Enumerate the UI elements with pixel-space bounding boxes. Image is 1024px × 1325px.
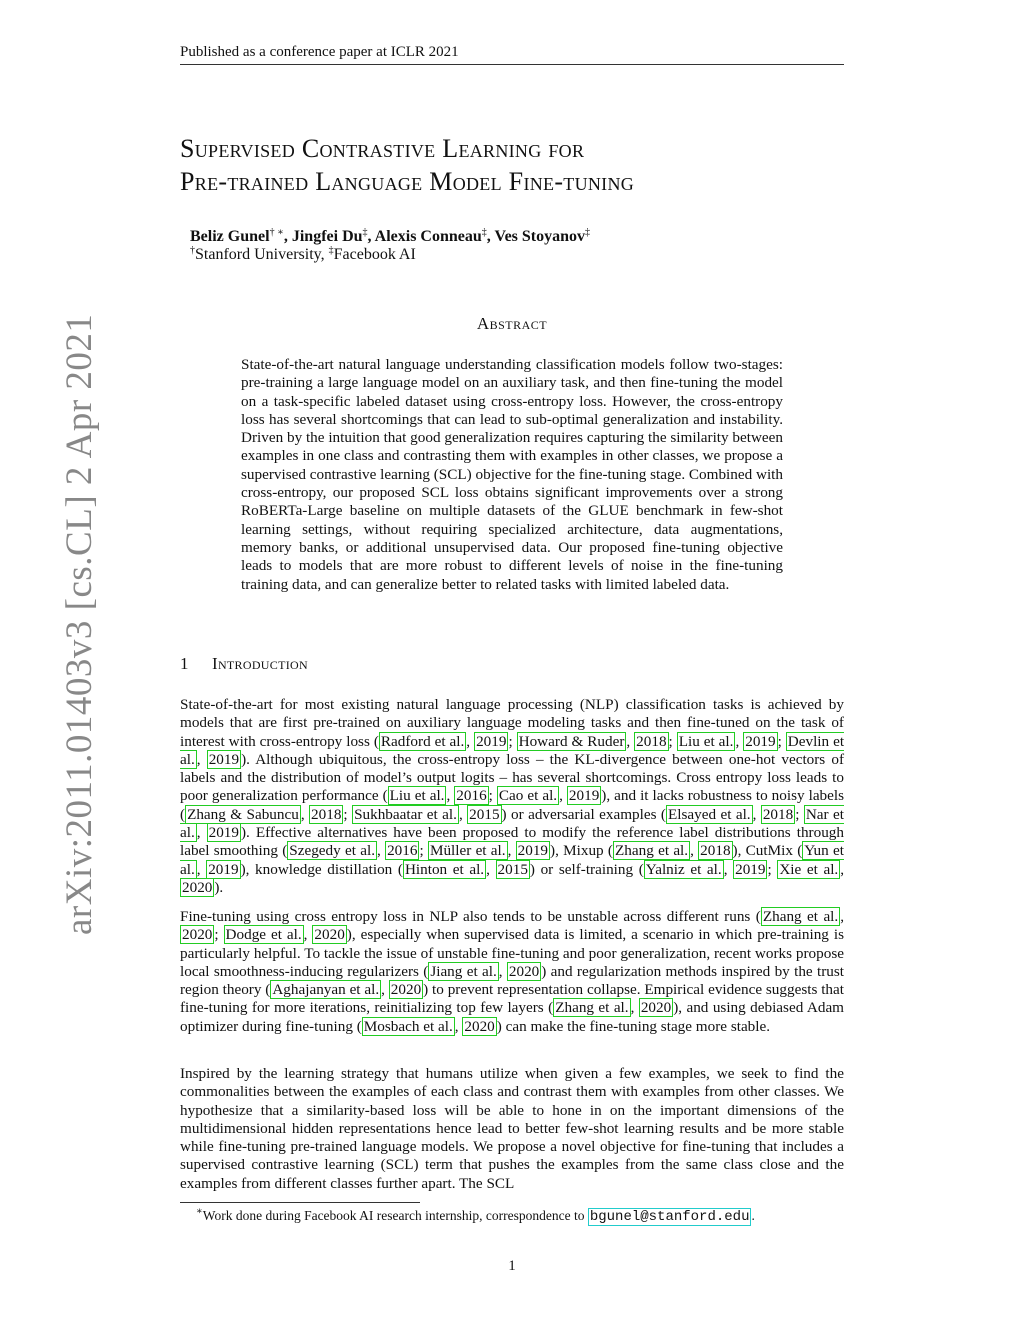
- text-run: ,: [196, 860, 207, 878]
- citation-link[interactable]: Howard & Ruder: [518, 732, 625, 750]
- text-run: ,: [377, 842, 386, 860]
- author-list: [190, 228, 590, 246]
- text-run: ), and using debiased Adam optimizer during fine-tuning (: [180, 999, 844, 1035]
- citation-link[interactable]: 2020: [182, 878, 213, 896]
- text-run: ). Although ubiquitous, the cross-entropy loss – the KL-divergence between one-hot vectors of labels and the distribution of model’s output logits – has several shortcomings. Cross entropy loss leads to poor generalization performance (: [180, 750, 844, 805]
- citation-link[interactable]: Jiang et al.: [430, 962, 497, 980]
- text-run: ,: [300, 805, 310, 823]
- citation-link[interactable]: 2018: [636, 732, 667, 750]
- affiliations: [190, 246, 416, 264]
- text-run: ;: [419, 842, 428, 860]
- text-run: ;: [767, 860, 778, 878]
- text-run: ), especially when supervised data is limited, a scenario in which pre-training is particularly helpful. To tackle the issue of unstable fine-tuning and poor generalization, recent works propose local smoothness-inducing regularizers (: [180, 926, 844, 980]
- citation-link[interactable]: 2015: [497, 860, 528, 878]
- text-run: ;: [488, 787, 497, 805]
- affil-facebook: Facebook AI: [333, 246, 416, 263]
- citation-link[interactable]: Cao et al.: [498, 787, 558, 805]
- citation-link[interactable]: Mosbach et al.: [363, 1017, 453, 1035]
- citation-link[interactable]: 2019: [208, 750, 240, 768]
- abstract-heading: Abstract: [476, 314, 548, 333]
- text-run: ,: [559, 787, 567, 805]
- text-run: ;: [777, 732, 786, 750]
- citation-link[interactable]: Radford et al.: [380, 732, 465, 750]
- text-run: ,: [626, 732, 635, 750]
- citation-link[interactable]: 2020: [640, 999, 672, 1017]
- citation-link[interactable]: 2020: [314, 926, 345, 944]
- paper-title: [180, 132, 844, 198]
- citation-link[interactable]: 2019: [517, 842, 549, 860]
- intro-paragraph-2: [180, 908, 844, 1036]
- author-mark: † ∗: [269, 227, 284, 238]
- title-line-2: Pre-trained Language Model Fine-tuning: [180, 167, 635, 196]
- text-run: ,: [381, 981, 389, 999]
- citation-link[interactable]: 2016: [387, 842, 418, 860]
- running-header: Published as a conference paper at ICLR 2021: [180, 44, 459, 60]
- affil-mark: †: [190, 245, 195, 256]
- text-run: ) can make the fine-tuning stage more stable.: [496, 1017, 771, 1035]
- text-run: ,: [507, 842, 516, 860]
- citation-link[interactable]: Elsayed et al.: [667, 805, 751, 823]
- footnote-text: Work done during Facebook AI research internship, correspondence to: [202, 1208, 588, 1223]
- citation-link[interactable]: 2015: [469, 805, 500, 823]
- citation-link[interactable]: 2020: [464, 1017, 495, 1035]
- text-run: ), knowledge distillation (: [240, 860, 403, 878]
- citation-link[interactable]: Zhang & Sabuncu: [187, 805, 299, 823]
- citation-link[interactable]: Zhang et al.: [762, 908, 839, 925]
- section-number: 1: [180, 654, 189, 673]
- citation-link[interactable]: Dodge et al.: [225, 926, 302, 944]
- text-run: ,: [466, 732, 475, 750]
- author-mark: ‡: [585, 227, 591, 238]
- citation-link[interactable]: Szegedy et al.: [289, 842, 375, 860]
- text-run: Fine-tuning using cross entropy loss in NLP also tends to be unstable across different runs (: [180, 908, 761, 925]
- text-run: ,: [630, 999, 639, 1017]
- email-link[interactable]: bgunel@stanford.edu: [589, 1209, 750, 1225]
- author-name: , Jingfei Du: [283, 228, 363, 245]
- author-mark: ‡: [481, 227, 487, 238]
- text-run: ,: [446, 787, 455, 805]
- text-run: ) or self-training (: [529, 860, 644, 878]
- text-run: ,: [735, 732, 744, 750]
- citation-link[interactable]: 2018: [762, 805, 794, 823]
- text-run: ,: [196, 750, 207, 768]
- citation-link[interactable]: Xie et al.: [779, 860, 839, 878]
- text-run: State-of-the-art for most existing natural language processing (NLP) classification tasks is achieved by models that are first pre-trained on auxiliary language modeling tasks and then fine-tuned on the task of interest with cross-entropy loss (: [180, 696, 844, 750]
- citation-link[interactable]: 2019: [568, 787, 600, 805]
- citation-link[interactable]: 2020: [508, 962, 540, 980]
- citation-link[interactable]: 2020: [182, 926, 213, 944]
- abstract-text: State-of-the-art natural language understanding classification models follow two-stages: pre-training a large language model on an auxiliary task, and then fine-tuning the model on a task-specific labeled dataset using cross-entropy loss. However, the cross-entropy loss has several shortcomings that can lead to sub-optimal generalization and instability. Driven by the intuition that good generalization requires capturing the similarity between examples in one class and contrasting them with examples in other classes, we propose a supervised contrastive learning (SCL) objective for the fine-tuning stage. Combined with cross-entropy, our proposed SCL loss obtains significant improvements over a strong RoBERTa-Large baseline on multiple datasets of the GLUE benchmark in few-shot learning settings, without requiring specialized architecture, data augmentations, memory banks, or additional unsupervised data. Our proposed fine-tuning objective leads to models that are more robust to different levels of noise in the fine-tuning training data, and can generalize better to related tasks with limited labeled data.: [241, 356, 783, 593]
- citation-link[interactable]: 2019: [476, 732, 507, 750]
- text-run: ,: [454, 1017, 463, 1035]
- citation-link[interactable]: 2019: [208, 860, 239, 878]
- author-name: , Alexis Conneau: [367, 228, 482, 245]
- text-run: ,: [303, 926, 313, 944]
- text-run: ,: [498, 962, 507, 980]
- citation-link[interactable]: 2019: [745, 732, 776, 750]
- text-run: ;: [343, 805, 353, 823]
- citation-link[interactable]: Liu et al.: [678, 732, 734, 750]
- text-run: ,: [458, 805, 468, 823]
- citation-link[interactable]: Hinton et al.: [404, 860, 485, 878]
- citation-link[interactable]: 2019: [208, 824, 239, 842]
- arxiv-identifier: arXiv:2011.01403v3 [cs.CL] 2 Apr 2021: [59, 313, 100, 935]
- footnote-mark: ∗: [196, 1206, 203, 1217]
- affil-mark: ‡: [328, 245, 334, 256]
- text-run: ;: [214, 926, 224, 944]
- text-run: ,: [486, 860, 496, 878]
- citation-link[interactable]: Aghajanyan et al.: [272, 981, 380, 999]
- citation-link[interactable]: 2020: [390, 981, 422, 999]
- author-mark: ‡: [362, 227, 368, 238]
- text-run: ,: [196, 824, 207, 842]
- affil-stanford: Stanford University,: [195, 246, 329, 263]
- text-run: ;: [668, 732, 677, 750]
- section-title: Introduction: [212, 654, 308, 673]
- author-name: Beliz Gunel: [190, 228, 270, 245]
- author-name: , Ves Stoyanov: [486, 228, 586, 245]
- footnote-rule: [180, 1202, 420, 1203]
- citation-link[interactable]: Devlin et al.: [180, 732, 845, 768]
- page-number: 1: [508, 1258, 516, 1274]
- text-run: ,: [752, 805, 761, 823]
- text-run: ).: [214, 878, 224, 896]
- citation-link[interactable]: Nar et al.: [180, 805, 844, 842]
- citation-link[interactable]: Zhang et al.: [615, 842, 689, 860]
- footnote-end: .: [751, 1208, 755, 1223]
- text-run: ), and it lacks robustness to noisy labels (: [180, 787, 845, 823]
- citation-link[interactable]: Liu et al.: [389, 787, 445, 805]
- citation-link[interactable]: Yun et al.: [180, 842, 844, 878]
- text-run: ;: [508, 732, 517, 750]
- intro-paragraph-1: [180, 696, 844, 897]
- citation-link[interactable]: 2016: [456, 787, 487, 805]
- text-run: ), CutMix (: [732, 842, 803, 860]
- citation-link[interactable]: Zhang et al.: [555, 999, 629, 1017]
- citation-link[interactable]: 2019: [735, 860, 766, 878]
- footnote: [196, 1208, 755, 1225]
- citation-link[interactable]: 2018: [311, 805, 342, 823]
- citation-link[interactable]: Yalniz et al.: [645, 860, 722, 878]
- header-rule: [180, 64, 844, 65]
- text-run: ,: [840, 908, 844, 925]
- citation-link[interactable]: Sukhbaatar et al.: [354, 805, 457, 823]
- citation-link[interactable]: Müller et al.: [429, 842, 506, 860]
- text-run: ,: [840, 860, 845, 878]
- text-run: ) or adversarial examples (: [501, 805, 666, 823]
- text-run: ) to prevent representation collapse. Empirical evidence suggests that fine-tuning for more iterations, reinitializing top few layers (: [180, 981, 844, 1017]
- intro-paragraph-3: Inspired by the learning strategy that humans utilize when given a few examples, we seek to find the commonalities between the examples of each class and contrast them with examples from other classes. We hypothesize that a similarity-based loss will be able to hone in on the important dimensions of the multidimensional hidden representations hence lead to better few-shot learning results and be more stable while fine-tuning pre-trained language models. We propose a novel objective for fine-tuning that includes a supervised contrastive learning (SCL) term that pushes the examples from the same class close and the examples from different classes further apart. The SCL: [180, 1065, 844, 1192]
- section-heading-introduction: [180, 654, 308, 674]
- text-run: ;: [795, 805, 804, 823]
- text-run: ). Effective alternatives have been proposed to modify the reference label distributions through label smoothing (: [180, 824, 844, 860]
- text-run: ) and regularization methods inspired by the trust region theory (: [180, 962, 844, 999]
- text-run: ), Mixup (: [550, 842, 613, 860]
- text-run: ,: [690, 842, 699, 860]
- citation-link[interactable]: 2018: [700, 842, 731, 860]
- title-line-1: Supervised Contrastive Learning for: [180, 134, 585, 163]
- text-run: ,: [723, 860, 734, 878]
